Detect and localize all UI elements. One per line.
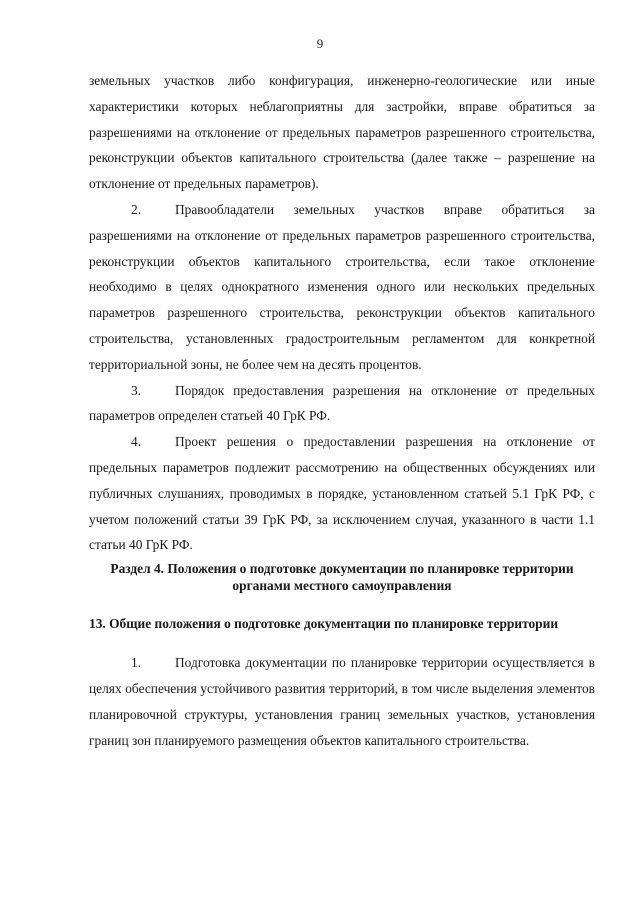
item-text: Правообладатели земельных участков вправе обратиться за разрешениями на отклонение от предельных параметров разрешенного строительства, реконструкции объектов капитального строительства, если такое отклонение необходимо в целях однократного изменения одного или нескольких предельных параметров разрешенного строительства, реконструкции объектов капитального строительства, установленных градостроительным регламентом для конкретной территориальной зоны, не более чем на десять процентов. [89, 201, 595, 372]
list-item-2 [89, 197, 595, 378]
section-4-heading: Раздел 4. Положения о подготовке документации по планировке территории органами местного самоуправления [110, 561, 574, 594]
page-number: 9 [316, 36, 324, 51]
item-text: Подготовка документации по планировке территории осуществляется в целях обеспечения устойчивого развития территорий, в том числе выделения элементов планировочной структуры, установления границ земельных участков, установления границ зон планируемого размещения объектов капитального строительства. [89, 655, 595, 748]
list-item-3 [89, 378, 595, 430]
item-number: 4. [131, 434, 142, 450]
item-text: Порядок предоставления разрешения на отклонение от предельных параметров определен статьей 40 ГрК РФ. [89, 382, 595, 424]
list-item-13-1 [89, 650, 595, 753]
item-text: Проект решения о предоставлении разрешения на отклонение от предельных параметров подлежит рассмотрению на общественных обсуждениях или публичных слушаниях, проводимых в порядке, установленном статьей 5.1 ГрК РФ, с учетом положений статьи 39 ГрК РФ, за исключением случая, указанного в части 1.1 статьи 40 ГрК РФ. [89, 434, 595, 553]
section-13-heading: 13. Общие положения о подготовке документации по планировке территории [89, 616, 559, 632]
item-number: 3. [131, 382, 142, 398]
document-body [89, 68, 595, 753]
list-item-4 [89, 429, 595, 558]
item-number: 2. [131, 201, 142, 217]
item-number: 1. [131, 655, 142, 671]
paragraph-continued: земельных участков либо конфигурация, инженерно-геологические или иные характеристики которых неблагоприятны для застройки, вправе обратиться за разрешениями на отклонение от предельных параметров разрешенного строительства, реконструкции объектов капитального строительства (далее также – разрешение на отклонение от предельных параметров). [89, 73, 595, 192]
